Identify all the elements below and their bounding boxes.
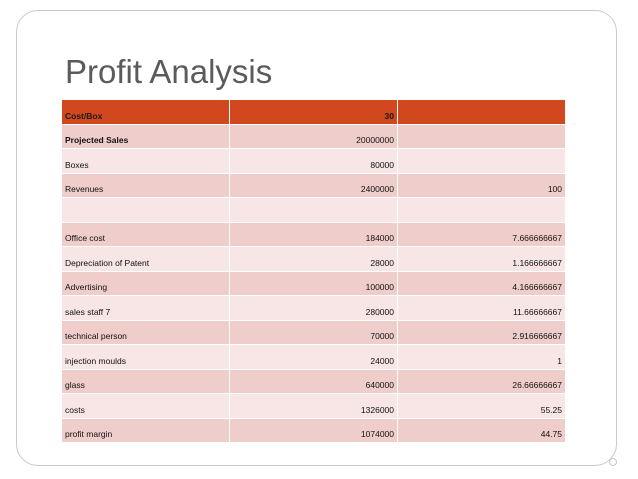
table-row xyxy=(62,345,566,370)
row-label: Advertising xyxy=(62,272,230,297)
profit-analysis-table xyxy=(62,100,566,443)
row-label: glass xyxy=(62,370,230,395)
row-percent: 2.916666667 xyxy=(398,321,566,346)
row-value: 184000 xyxy=(230,223,398,248)
row-value: 24000 xyxy=(230,345,398,370)
row-label xyxy=(62,198,230,223)
row-label: Boxes xyxy=(62,149,230,174)
row-label: costs xyxy=(62,394,230,419)
row-percent: 26.66666667 xyxy=(398,370,566,395)
row-value: 20000000 xyxy=(230,125,398,150)
row-value xyxy=(230,198,398,223)
row-percent: 4.166666667 xyxy=(398,272,566,297)
row-percent: 55.25 xyxy=(398,394,566,419)
row-percent: 100 xyxy=(398,174,566,199)
row-value: 1326000 xyxy=(230,394,398,419)
header-cell-value: 30 xyxy=(230,100,398,125)
row-label: technical person xyxy=(62,321,230,346)
table-row xyxy=(62,125,566,150)
table-row xyxy=(62,247,566,272)
row-percent: 1.166666667 xyxy=(398,247,566,272)
row-label: Depreciation of Patent xyxy=(62,247,230,272)
table-header-row xyxy=(62,100,566,125)
frame-corner-knob xyxy=(609,458,617,466)
table-row xyxy=(62,296,566,321)
row-percent: 11.66666667 xyxy=(398,296,566,321)
row-value: 80000 xyxy=(230,149,398,174)
table-row xyxy=(62,321,566,346)
row-percent: 7.666666667 xyxy=(398,223,566,248)
row-value: 640000 xyxy=(230,370,398,395)
table-row xyxy=(62,394,566,419)
row-label: profit margin xyxy=(62,419,230,444)
row-label: Office cost xyxy=(62,223,230,248)
table-row xyxy=(62,419,566,444)
slide-title: Profit Analysis xyxy=(65,53,273,90)
row-value: 280000 xyxy=(230,296,398,321)
row-label: Revenues xyxy=(62,174,230,199)
row-label: Projected Sales xyxy=(62,125,230,150)
header-cell-label: Cost/Box xyxy=(62,100,230,125)
row-percent xyxy=(398,198,566,223)
table-row xyxy=(62,149,566,174)
table-row xyxy=(62,223,566,248)
header-cell-percent xyxy=(398,100,566,125)
row-label: sales staff 7 xyxy=(62,296,230,321)
row-percent: 1 xyxy=(398,345,566,370)
row-value: 1074000 xyxy=(230,419,398,444)
table-row xyxy=(62,272,566,297)
row-percent xyxy=(398,149,566,174)
row-value: 70000 xyxy=(230,321,398,346)
table-row xyxy=(62,370,566,395)
row-percent: 44.75 xyxy=(398,419,566,444)
row-value: 28000 xyxy=(230,247,398,272)
table-row xyxy=(62,174,566,199)
table-row-blank xyxy=(62,198,566,223)
row-label: injection moulds xyxy=(62,345,230,370)
row-percent xyxy=(398,125,566,150)
row-value: 2400000 xyxy=(230,174,398,199)
row-value: 100000 xyxy=(230,272,398,297)
